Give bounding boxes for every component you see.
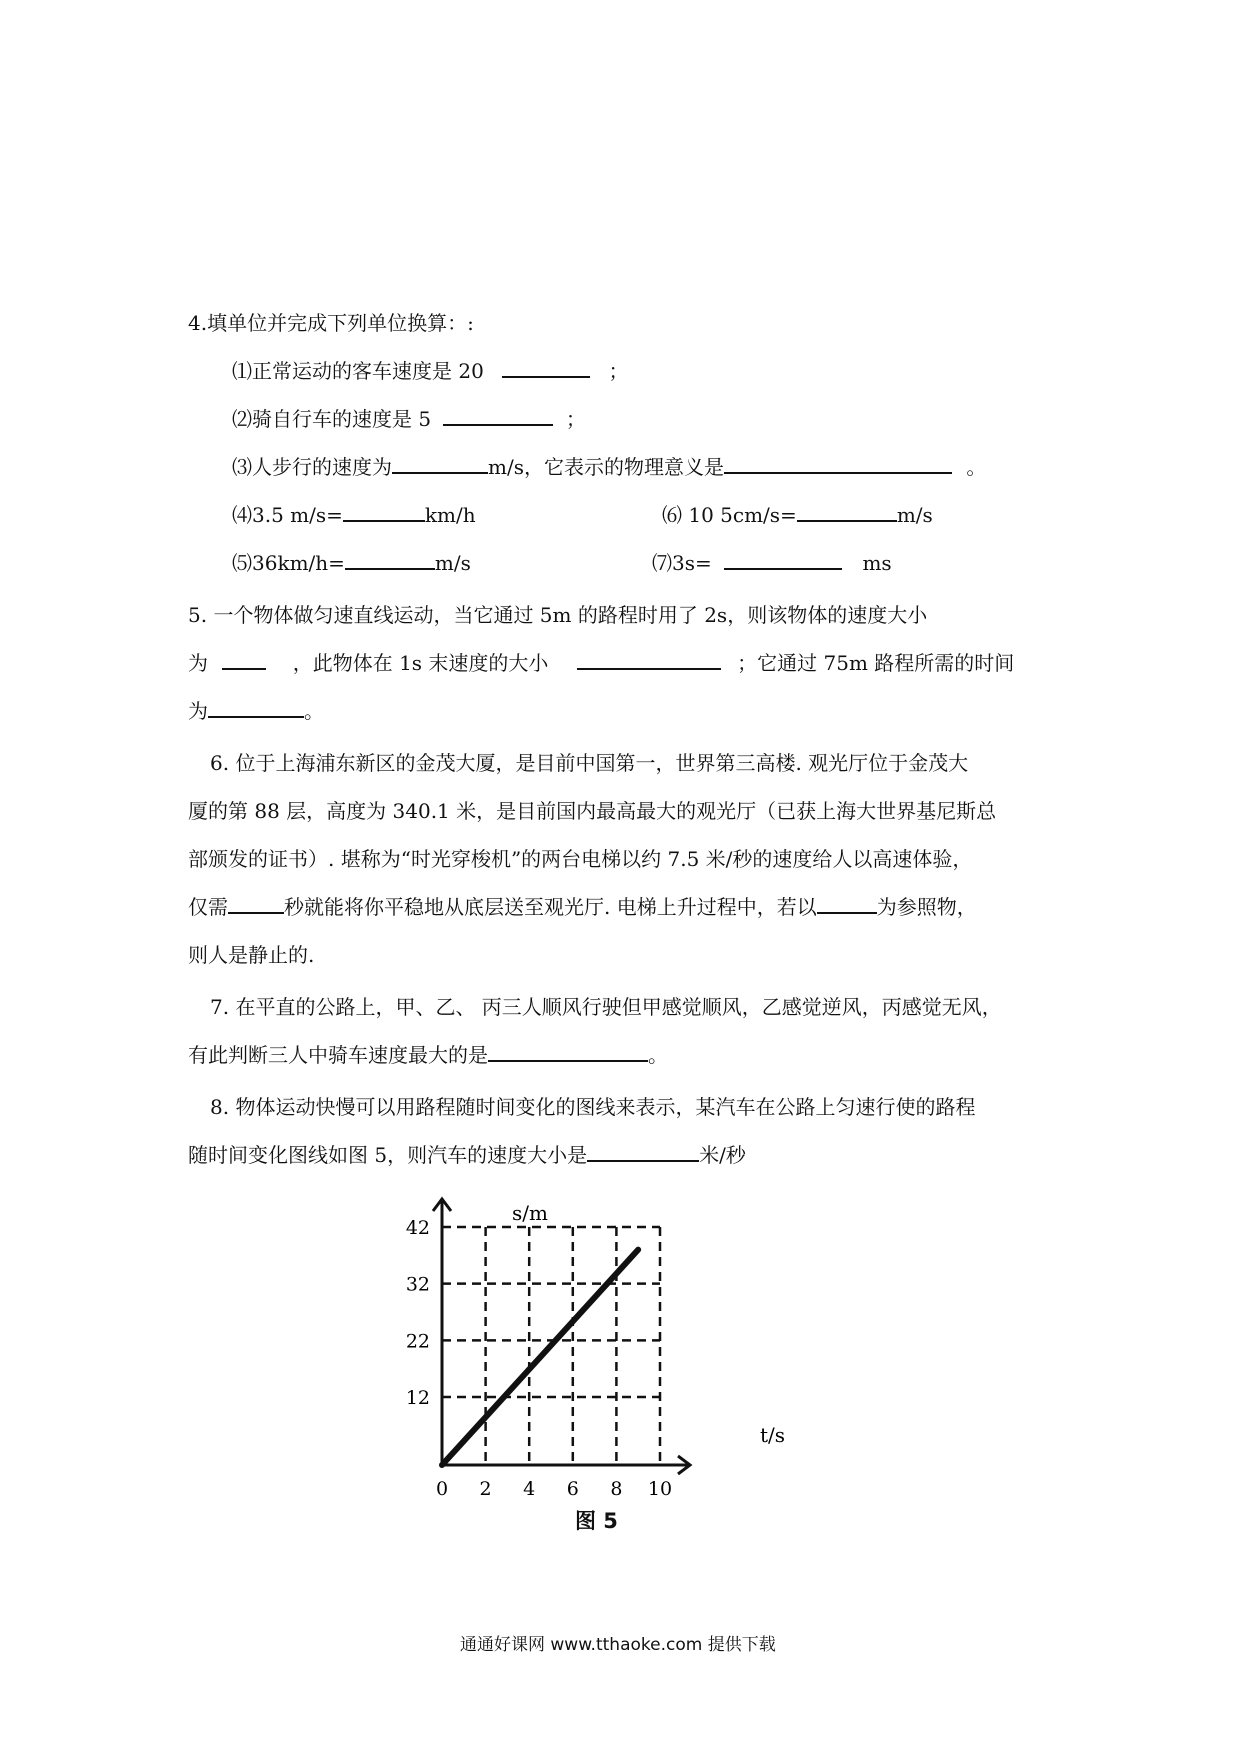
answer-blank[interactable] (724, 548, 842, 570)
y-axis-label: s/m (512, 1201, 548, 1225)
q5-text-d: 为 (188, 699, 208, 723)
q4-item-3-end: 。 (966, 455, 987, 479)
x-tick-label: 8 (610, 1478, 623, 1500)
series-line (442, 1250, 638, 1465)
q4-item-2 (232, 404, 586, 434)
q4-item-5-unit: m/s (434, 551, 471, 575)
q4-item-4-text: ⑷3.5 m/s= (232, 503, 343, 527)
q4-item-1-end: ； (608, 359, 629, 383)
answer-blank[interactable] (587, 1140, 699, 1162)
q4-item-5-text: ⑸36km/h= (232, 551, 345, 575)
q6-text-b: 秒就能将你平稳地从底层送至观光厅. 电梯上升过程中，若以 (284, 895, 817, 919)
page-footer: 通通好课网 www.tthaoke.com 提供下载 (460, 1635, 776, 1655)
x-tick-label: 10 (647, 1478, 673, 1500)
answer-blank[interactable] (577, 648, 721, 670)
q5-text-b: ，此物体在 1s 末速度的大小 (292, 651, 549, 675)
q4-item-6-text: ⑹ 10 5cm/s= (662, 503, 797, 527)
x-tick-label: 6 (566, 1478, 579, 1500)
q4-item-3-mid: m/s，它表示的物理意义是 (488, 455, 724, 479)
q4-item-4 (232, 500, 476, 530)
q4-item-7 (652, 548, 892, 578)
y-tick-label: 12 (405, 1387, 430, 1409)
q7-text-b: 。 (648, 1043, 668, 1067)
q4-item-6-unit: m/s (896, 503, 933, 527)
answer-blank[interactable] (502, 356, 590, 378)
q8-text-b: 米/秒 (699, 1143, 746, 1167)
answer-blank[interactable] (343, 500, 425, 522)
q5-line-1: 5. 一个物体做匀速直线运动，当它通过 5m 的路程时用了 2s，则该物体的速度大小 (188, 603, 928, 627)
answer-blank[interactable] (222, 648, 266, 670)
q4-item-4-unit: km/h (424, 503, 476, 527)
q4-item-6 (662, 500, 933, 530)
q7-line-1: 7. 在平直的公路上，甲、乙、 丙三人顺风行驶但甲感觉顺风，乙感觉逆风，丙感觉无风， (210, 995, 1002, 1019)
q5-text-c: ；它通过 75m 路程所需的时间 (737, 651, 1015, 675)
q4-item-2-text: ⑵骑自行车的速度是 5 (232, 407, 432, 431)
q4-item-2-end: ； (565, 407, 586, 431)
q5-line-3 (188, 696, 324, 726)
q4-item-1-text: ⑴正常运动的客车速度是 20 (232, 359, 484, 383)
answer-blank[interactable] (488, 1040, 648, 1062)
q4-item-1 (232, 356, 629, 386)
q5-text-a: 为 (188, 651, 208, 675)
q4-item-3-text: ⑶人步行的速度为 (232, 455, 392, 479)
q8-text-a: 随时间变化图线如图 5，则汽车的速度大小是 (188, 1143, 588, 1167)
q4-item-5 (232, 548, 471, 578)
q6-text-a: 仅需 (188, 895, 228, 919)
q8-line-1: 8. 物体运动快慢可以用路程随时间变化的图线来表示，某汽车在公路上匀速行使的路程 (210, 1095, 976, 1119)
y-tick-label: 32 (405, 1273, 430, 1296)
q4-title: 4.填单位并完成下列单位换算：: (188, 311, 474, 335)
q6-line-3: 部颁发的证书）. 堪称为“时光穿梭机”的两台电梯以约 7.5 米/秒的速度给人以高速体验， (188, 847, 973, 871)
answer-blank[interactable] (724, 452, 952, 474)
answer-blank[interactable] (392, 452, 488, 474)
q6-line-5: 则人是静止的. (188, 943, 315, 967)
q6-text-c: 为参照物， (876, 895, 977, 919)
answer-blank[interactable] (228, 892, 284, 914)
figure-caption: 图 5 (575, 1509, 618, 1533)
y-tick-label: 22 (405, 1330, 430, 1353)
q5-line-2 (188, 648, 1014, 678)
answer-blank[interactable] (817, 892, 877, 914)
answer-blank[interactable] (797, 500, 897, 522)
q7-line-2 (188, 1040, 668, 1070)
q7-text-a: 有此判断三人中骑车速度最大的是 (188, 1043, 488, 1067)
chart-series (442, 1250, 638, 1465)
distance-time-chart (405, 1195, 790, 1535)
x-tick-label: 0 (435, 1478, 449, 1500)
x-tick-label: 4 (523, 1478, 536, 1500)
q5-text-e: 。 (304, 699, 324, 723)
answer-blank[interactable] (443, 404, 553, 426)
answer-blank[interactable] (208, 696, 304, 718)
y-tick-label: 42 (405, 1217, 430, 1239)
q6-line-2: 厦的第 88 层，高度为 340.1 米，是目前国内最高最大的观光厅（已获上海大世界基尼斯总 (188, 799, 997, 823)
q6-line-1: 6. 位于上海浦东新区的金茂大厦，是目前中国第一，世界第三高楼. 观光厅位于金茂大 (210, 751, 969, 775)
q4-item-7-text: ⑺3s= (652, 551, 712, 575)
q6-line-4 (188, 892, 977, 922)
x-axis-label: t/s (760, 1423, 786, 1447)
q8-line-2 (188, 1140, 746, 1170)
answer-blank[interactable] (345, 548, 435, 570)
x-tick-label: 2 (479, 1478, 492, 1500)
q4-item-7-unit: ms (862, 551, 892, 575)
q4-item-3 (232, 452, 986, 482)
